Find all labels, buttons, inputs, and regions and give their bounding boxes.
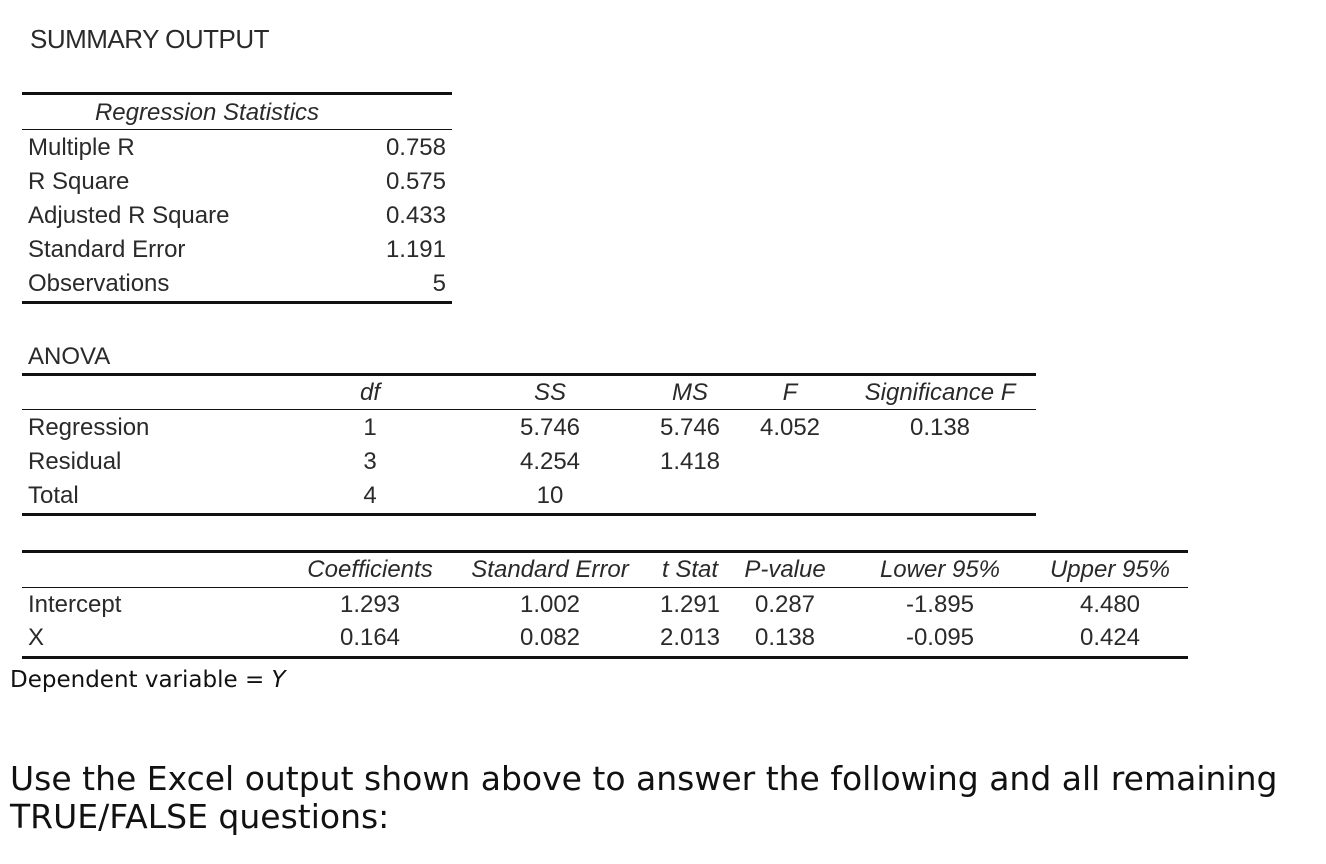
- rs-value-observations: 5: [432, 270, 446, 297]
- rs-value-multiple-r: 0.758: [385, 134, 446, 161]
- coef-lower-intercept: -1.895: [905, 591, 975, 618]
- anova-label-regression: Regression: [28, 414, 150, 441]
- coef-lower-x: -0.095: [905, 624, 975, 651]
- rs-header: Regression Statistics: [94, 99, 320, 126]
- rs-label-standard-error: Standard Error: [28, 236, 186, 263]
- coef-se-intercept: 1.002: [519, 591, 581, 618]
- coef-header-upper-95: Upper 95%: [1049, 556, 1171, 583]
- coef-header-standard-error: Standard Error: [471, 556, 629, 583]
- coef-upper-x: 0.424: [1079, 624, 1141, 651]
- coef-label-x: X: [28, 624, 45, 651]
- anova-header-ss: SS: [533, 379, 566, 406]
- anova-f-regression: 4.052: [759, 414, 821, 441]
- anova-ss-total: 10: [536, 482, 564, 509]
- anova-label-residual: Residual: [28, 448, 122, 475]
- anova-ss-residual: 4.254: [519, 448, 581, 475]
- anova-df-regression: 1: [363, 414, 377, 441]
- anova-ss-regression: 5.746: [519, 414, 581, 441]
- coef-header-t-stat: t Stat: [661, 556, 719, 583]
- rs-label-r-square: R Square: [28, 168, 130, 195]
- anova-header-f: F: [782, 379, 798, 406]
- anova-ms-residual: 1.418: [659, 448, 721, 475]
- coef-header-p-value: P-value: [744, 556, 826, 583]
- rs-label-multiple-r: Multiple R: [28, 134, 135, 161]
- coef-p-x: 0.138: [754, 624, 816, 651]
- anova-header-significance-f: Significance F: [864, 379, 1016, 406]
- rs-value-standard-error: 1.191: [385, 236, 446, 263]
- anova-header-df: df: [359, 379, 380, 406]
- rs-label-adjusted-r-square: Adjusted R Square: [28, 202, 230, 229]
- coef-bottom-rule: [22, 656, 1188, 659]
- question-text: Use the Excel output shown above to answer the following and all remaining TRUE/FALSE questions:: [10, 759, 1278, 836]
- anova-df-residual: 3: [363, 448, 377, 475]
- anova-ms-regression: 5.746: [659, 414, 721, 441]
- rs-label-observations: Observations: [28, 270, 170, 297]
- coef-p-intercept: 0.287: [754, 591, 816, 618]
- note-prefix: Dependent variable =: [10, 667, 272, 693]
- coef-header-lower-95: Lower 95%: [879, 556, 1001, 583]
- rs-value-adjusted-r-square: 0.433: [385, 202, 446, 229]
- note-variable: Y: [271, 667, 286, 693]
- anova-header-ms: MS: [672, 379, 708, 406]
- coef-t-intercept: 1.291: [659, 591, 721, 618]
- coef-t-x: 2.013: [659, 624, 721, 651]
- anova-title: ANOVA: [28, 343, 111, 370]
- coef-header-coefficients: Coefficients: [307, 556, 433, 583]
- rs-value-r-square: 0.575: [385, 168, 446, 195]
- anova-label-total: Total: [28, 482, 79, 509]
- anova-df-total: 4: [363, 482, 377, 509]
- coef-value-x: 0.164: [339, 624, 401, 651]
- dependent-variable-note: [10, 667, 286, 693]
- anova-sigf-regression: 0.138: [909, 414, 971, 441]
- summary-output-title: SUMMARY OUTPUT: [30, 24, 270, 54]
- coef-label-intercept: Intercept: [28, 591, 122, 618]
- coef-value-intercept: 1.293: [339, 591, 401, 618]
- coef-se-x: 0.082: [519, 624, 581, 651]
- coef-upper-intercept: 4.480: [1079, 591, 1141, 618]
